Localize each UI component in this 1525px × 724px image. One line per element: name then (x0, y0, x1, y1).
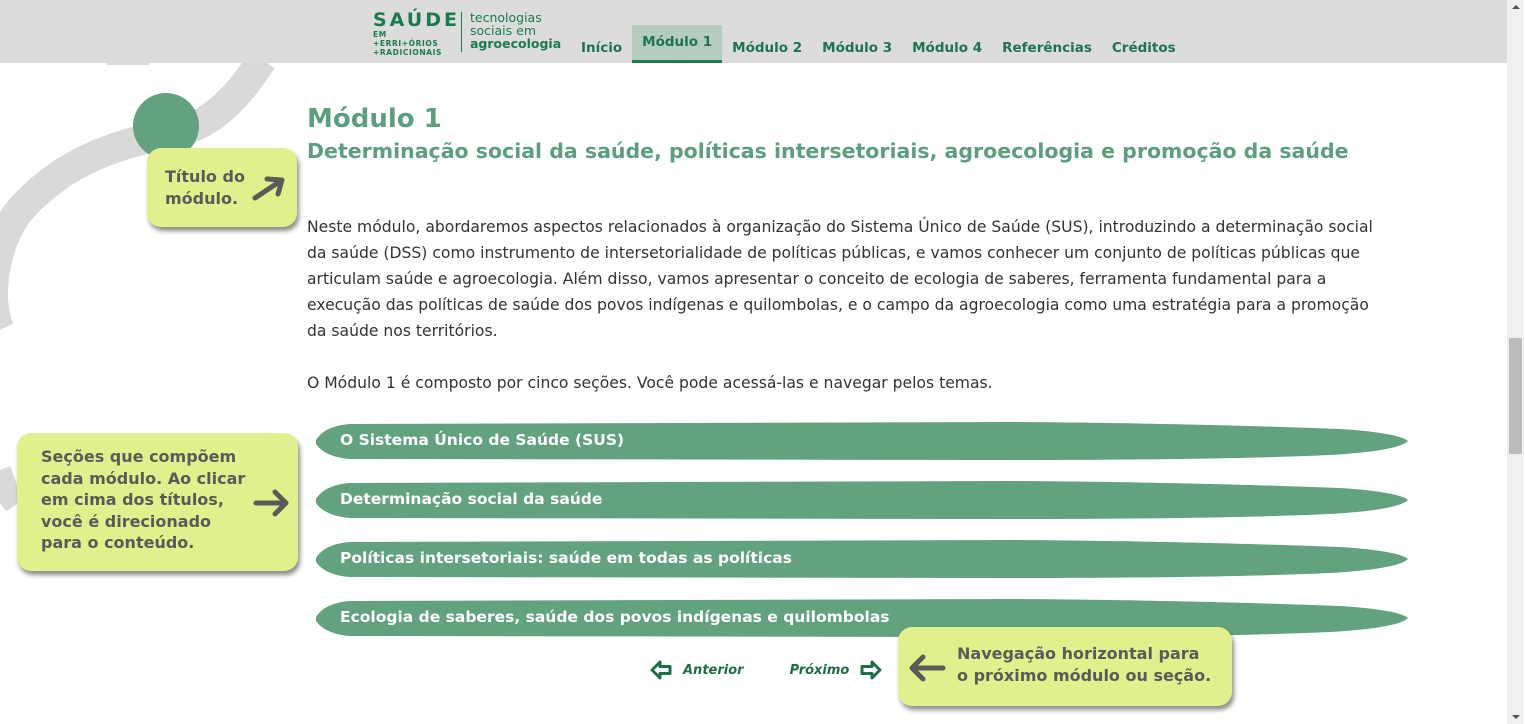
nav-item-referencias[interactable] (992, 25, 1102, 63)
top-navigation-bar (0, 0, 1507, 63)
module-content (307, 104, 1417, 392)
callout-line: Navegação horizontal para (957, 644, 1200, 663)
callout-line: para o conteúdo. (41, 533, 195, 552)
page-title: Módulo 1 (307, 104, 442, 134)
section-label: Determinação social da saúde (340, 490, 603, 508)
callout-module-title (147, 148, 297, 227)
callout-text (165, 166, 245, 209)
nav-label: Módulo 1 (642, 34, 713, 50)
section-label: Políticas intersetoriais: saúde em todas as políticas (340, 549, 792, 567)
main-nav (571, 25, 1186, 63)
logo-separator (461, 12, 462, 52)
nav-label: Créditos (1111, 40, 1176, 56)
arrow-up-right-icon (251, 174, 287, 204)
nav-label: Módulo 2 (732, 40, 803, 56)
nav-item-creditos[interactable] (1102, 25, 1186, 63)
arrow-right-icon (253, 488, 291, 518)
next-label: Próximo (789, 662, 850, 678)
logo-small-line-1: EM +ERRI+ÓRIOS (373, 30, 439, 48)
intro-line: da saúde nos territórios. (307, 322, 498, 340)
section-link-ecologia-saberes[interactable] (310, 597, 1410, 639)
arrow-right-outline-icon (860, 660, 882, 680)
logo-tagline (470, 11, 561, 50)
previous-button[interactable] (650, 660, 744, 680)
callout-line: em cima dos títulos, (41, 490, 224, 509)
nav-label: Início (581, 40, 623, 56)
intro-paragraph (307, 214, 1407, 344)
section-link-sus[interactable] (310, 420, 1410, 462)
nav-label: Referências (1002, 40, 1092, 56)
intro-line: execução das políticas de saúde dos povos indígenas e quilombolas, e o campo da agroecologia como uma estratégia para a promoção (307, 296, 1369, 314)
next-button[interactable] (790, 660, 883, 680)
vertical-scrollbar[interactable] (1507, 0, 1524, 724)
nav-item-modulo-2[interactable] (722, 25, 812, 63)
scroll-up-icon[interactable] (1512, 5, 1520, 9)
scroll-down-icon[interactable] (1512, 715, 1520, 719)
previous-label: Anterior (683, 662, 744, 678)
page-subtitle: Determinação social da saúde, políticas intersetoriais, agroecologia e promoção da saúde (307, 139, 1349, 163)
callout-line: você é direcionado (41, 511, 212, 531)
arrow-left-icon (907, 653, 947, 683)
section-link-politicas-intersetoriais[interactable] (310, 538, 1410, 580)
logo-mark (373, 9, 460, 57)
callout-line: Título do (165, 167, 245, 186)
logo-small-line-2: +RADICIONAIS (373, 48, 443, 57)
tagline-line-2: sociais em (470, 23, 536, 38)
intro-line: da saúde (DSS) como instrumento de intersetorialidade de políticas públicas, e vamos conhecer um conjunto de políticas públicas que (307, 244, 1360, 262)
nav-item-modulo-3[interactable] (812, 25, 902, 63)
intro-line: articulam saúde e agroecologia. Além disso, vamos apresentar o conceito de ecologia de saberes, ferramenta fundamental para a (307, 270, 1327, 288)
callout-text (41, 446, 245, 554)
site-logo[interactable] (373, 11, 561, 57)
tagline-line-1: tecnologias (470, 10, 542, 25)
callout-navigation (898, 627, 1232, 706)
header-tab-stub (107, 63, 149, 65)
nav-label: Módulo 3 (822, 40, 893, 56)
section-link-determinacao-social[interactable] (310, 479, 1410, 521)
intro-line: Neste módulo, abordaremos aspectos relacionados à organização do Sistema Único de Saúde (SUS), introduzindo a determinação social (307, 218, 1373, 236)
background-decoration (0, 0, 330, 724)
nav-label: Módulo 4 (912, 40, 983, 56)
nav-item-modulo-4[interactable] (902, 25, 992, 63)
section-label: O Sistema Único de Saúde (SUS) (340, 431, 625, 449)
callout-text (957, 643, 1211, 686)
sections-intro: O Módulo 1 é composto por cinco seções. Você pode acessá-las e navegar pelos temas. (307, 374, 993, 392)
scroll-thumb[interactable] (1509, 338, 1522, 454)
pager (650, 660, 882, 680)
callout-line: o próximo módulo ou seção. (957, 665, 1212, 685)
tagline-line-3: agroecologia (470, 36, 562, 51)
nav-item-inicio[interactable] (571, 25, 632, 63)
logo-brand: SAÚDE (373, 9, 460, 31)
callout-line: cada módulo. Ao clicar (41, 468, 246, 488)
callout-line: Seções que compõem (41, 447, 237, 466)
section-label: Ecologia de saberes, saúde dos povos indígenas e quilombolas (340, 608, 890, 626)
arrow-left-outline-icon (650, 660, 672, 680)
callout-line: módulo. (165, 188, 239, 208)
section-list (310, 420, 1410, 656)
nav-item-modulo-1[interactable] (632, 25, 722, 63)
callout-sections (17, 433, 298, 571)
